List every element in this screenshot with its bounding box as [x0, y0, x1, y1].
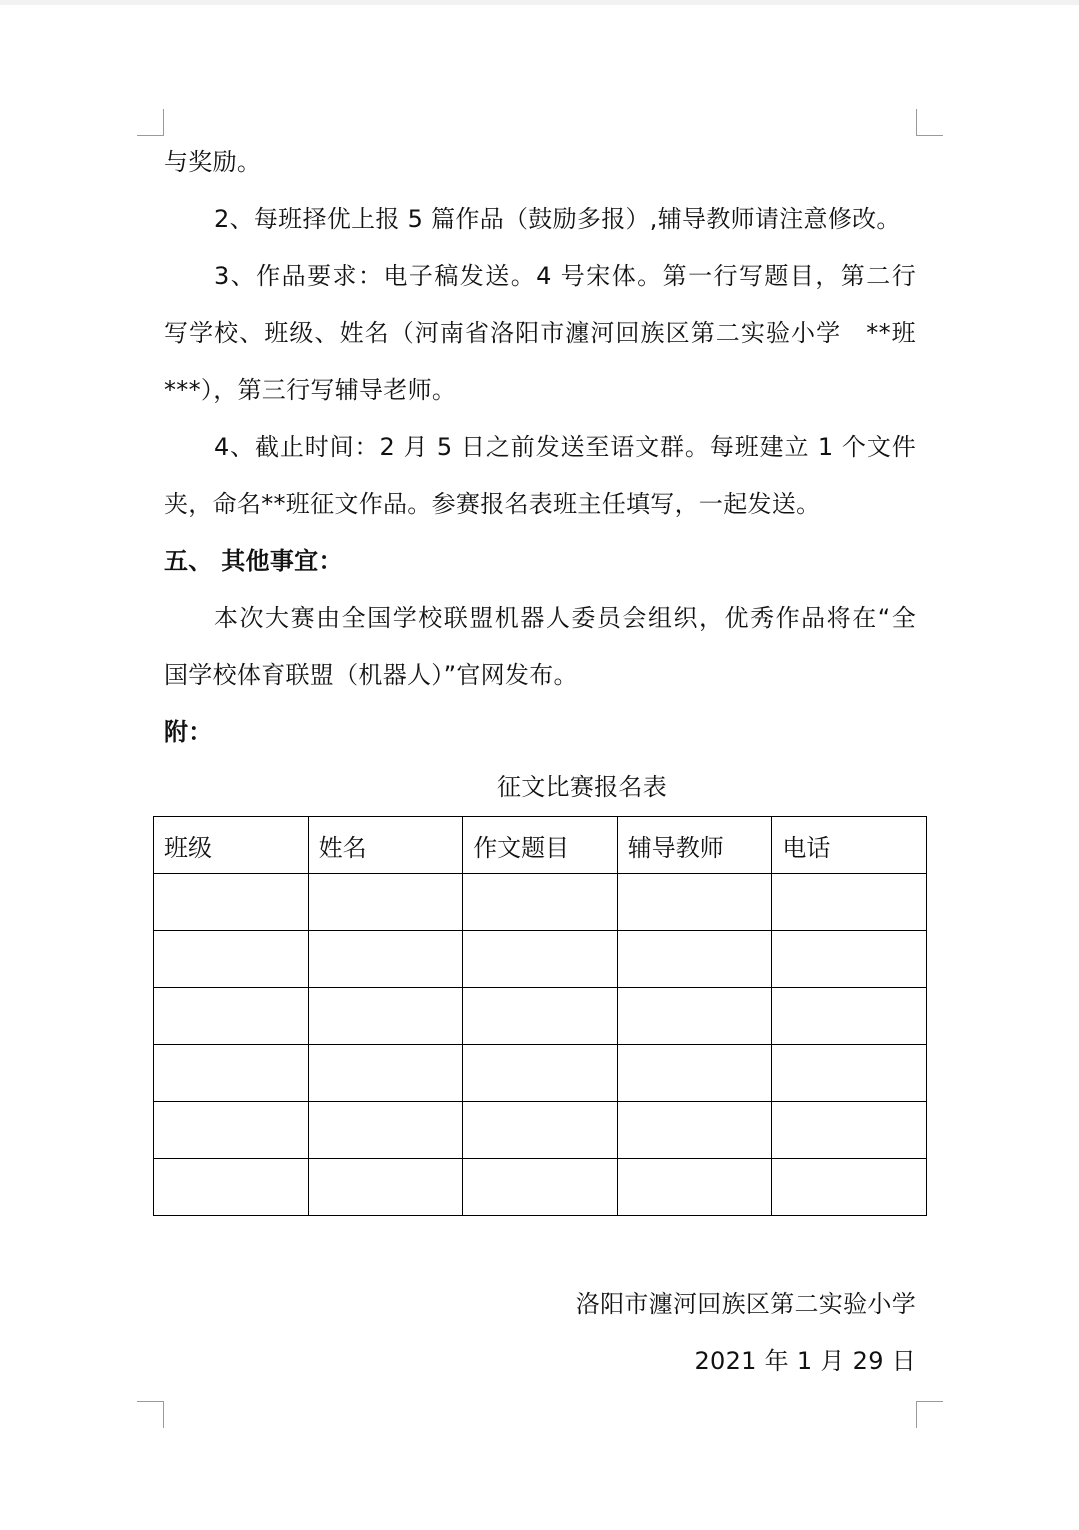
table-cell[interactable]: [617, 1045, 772, 1102]
section-5-line-2: 国学校体育联盟（机器人）”官网发布。: [164, 661, 578, 689]
registration-table: [153, 816, 927, 1216]
table-body: [154, 874, 927, 1216]
item-3-line-1: 3、作品要求：电子稿发送。4 号宋体。第一行写题目，第二行: [214, 262, 916, 290]
table-cell[interactable]: [772, 1159, 927, 1216]
table-cell[interactable]: [617, 874, 772, 931]
table-cell[interactable]: [154, 874, 309, 931]
header-class: 班级: [154, 817, 309, 874]
table-cell[interactable]: [772, 874, 927, 931]
header-phone: 电话: [772, 817, 927, 874]
table-row: [154, 1102, 927, 1159]
table-row: [154, 931, 927, 988]
item-4-line-1: 4、截止时间：2 月 5 日之前发送至语文群。每班建立 1 个文件: [214, 433, 916, 461]
table-cell[interactable]: [617, 1102, 772, 1159]
crop-mark-bottom-left: [137, 1401, 164, 1428]
table-cell[interactable]: [772, 931, 927, 988]
signature-date: 2021 年 1 月 29 日: [694, 1347, 916, 1375]
table-cell[interactable]: [463, 931, 618, 988]
crop-mark-top-right: [916, 109, 943, 136]
header-essay-title: 作文题目: [463, 817, 618, 874]
table-cell[interactable]: [154, 1102, 309, 1159]
item-4-line-2: 夹，命名**班征文作品。参赛报名表班主任填写，一起发送。: [164, 490, 821, 518]
table-cell[interactable]: [308, 1102, 463, 1159]
table-cell[interactable]: [308, 1045, 463, 1102]
signature-organization: 洛阳市瀍河回族区第二实验小学: [575, 1290, 916, 1318]
section-5-heading: 五、 其他事宜：: [164, 547, 343, 575]
header-name: 姓名: [308, 817, 463, 874]
table-row: [154, 1159, 927, 1216]
table-cell[interactable]: [308, 1159, 463, 1216]
paragraph-line: 与奖励。: [164, 148, 262, 176]
table-cell[interactable]: [308, 988, 463, 1045]
table-cell[interactable]: [772, 1102, 927, 1159]
table-cell[interactable]: [772, 988, 927, 1045]
table-title: 征文比赛报名表: [496, 773, 668, 801]
table-row: [154, 988, 927, 1045]
section-5-line-1: 本次大赛由全国学校联盟机器人委员会组织，优秀作品将在“全: [214, 604, 916, 632]
table-row: [154, 1045, 927, 1102]
table-cell[interactable]: [308, 874, 463, 931]
table-cell[interactable]: [154, 1045, 309, 1102]
document-page: [0, 5, 1079, 1530]
table-cell[interactable]: [154, 931, 309, 988]
crop-mark-bottom-right: [916, 1401, 943, 1428]
attachment-label: 附：: [164, 718, 213, 746]
header-tutor: 辅导教师: [617, 817, 772, 874]
table-cell[interactable]: [463, 1159, 618, 1216]
table-cell[interactable]: [463, 874, 618, 931]
crop-mark-top-left: [137, 109, 164, 136]
table-cell[interactable]: [617, 931, 772, 988]
item-2: 2、每班择优上报 5 篇作品（鼓励多报）,辅导教师请注意修改。: [214, 205, 901, 233]
table-cell[interactable]: [617, 1159, 772, 1216]
table-cell[interactable]: [463, 1045, 618, 1102]
table-cell[interactable]: [154, 1159, 309, 1216]
table-header-row: [154, 817, 927, 874]
table-cell[interactable]: [772, 1045, 927, 1102]
table-cell[interactable]: [463, 1102, 618, 1159]
table-cell[interactable]: [154, 988, 309, 1045]
item-3-line-3: ***），第三行写辅导老师。: [164, 376, 457, 404]
table-row: [154, 874, 927, 931]
item-3-line-2: 写学校、班级、姓名（河南省洛阳市瀍河回族区第二实验小学 **班: [164, 319, 916, 347]
table-cell[interactable]: [463, 988, 618, 1045]
table-cell[interactable]: [308, 931, 463, 988]
table-cell[interactable]: [617, 988, 772, 1045]
